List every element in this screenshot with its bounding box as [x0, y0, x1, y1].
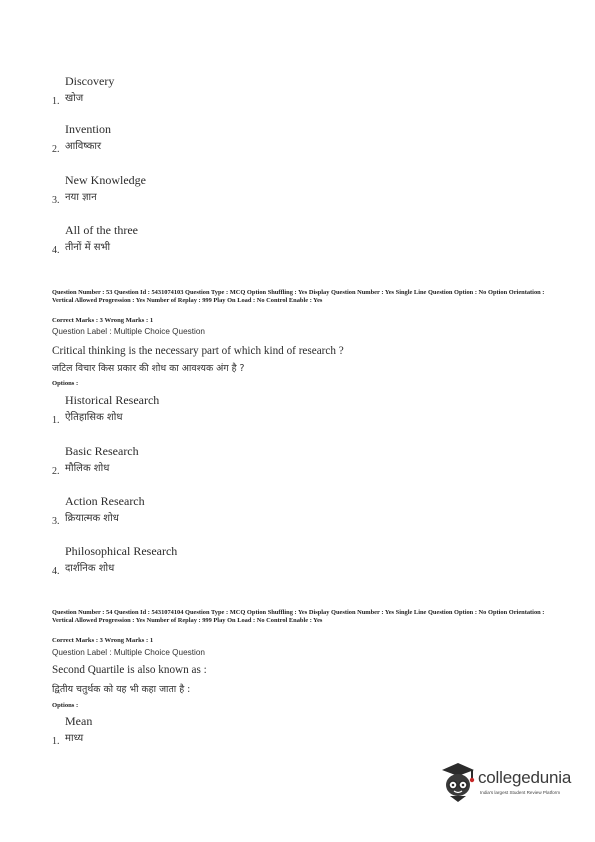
- question-53-text-en: Critical thinking is the necessary part of which kind of research ?: [52, 345, 344, 357]
- option-text-hi: नया ज्ञान: [65, 192, 97, 203]
- option-text-en: Basic Research: [65, 444, 139, 458]
- option-text-en: Mean: [65, 714, 93, 728]
- question-54-metadata: Question Number : 54 Question Id : 5431074104 Question Type : MCQ Option Shuffling : Yes Display Question Number : Yes Single Line Question Option : No Option Orientation : Vertical Allowed Progression : Yes Number of Replay : 999 Play On Load : No Control Enable : Yes: [52, 609, 545, 624]
- option-text-hi: दार्शनिक शोध: [65, 563, 115, 574]
- option-text-en: Action Research: [65, 494, 145, 508]
- question-54-text-en: Second Quartile is also known as :: [52, 664, 207, 676]
- option-text-en: Philosophical Research: [65, 544, 178, 558]
- option-number: 2.: [52, 466, 60, 477]
- option-number: 1.: [52, 736, 60, 747]
- question-54-marks: Correct Marks : 3 Wrong Marks : 1: [52, 637, 154, 644]
- logo-name: collegedunia: [478, 768, 572, 787]
- option-text-en: Discovery: [65, 74, 115, 88]
- option-text-hi: ऐतिहासिक शोध: [65, 412, 123, 423]
- option-text-hi: माध्य: [65, 733, 84, 744]
- option-text-en: Invention: [65, 122, 111, 136]
- question-54-options-label: Options :: [52, 702, 79, 709]
- option-number: 1.: [52, 96, 60, 107]
- question-53-marks: Correct Marks : 3 Wrong Marks : 1: [52, 317, 154, 324]
- question-53-options-label: Options :: [52, 380, 79, 387]
- option-number: 4.: [52, 245, 60, 256]
- option-number: 3.: [52, 195, 60, 206]
- option-text-hi: तीनों में सभी: [65, 242, 111, 253]
- question-53-metadata: Question Number : 53 Question Id : 5431074103 Question Type : MCQ Option Shuffling : Yes Display Question Number : Yes Single Line Question Option : No Option Orientation : Vertical Allowed Progression : Yes Number of Replay : 999 Play On Load : No Control Enable : Yes: [52, 289, 545, 304]
- question-54-text-hi: द्वितीय चतुर्थक को यह भी कहा जाता है :: [52, 684, 191, 695]
- option-text-en: New Knowledge: [65, 173, 146, 187]
- option-text-en: Historical Research: [65, 393, 160, 407]
- mascot-icon: [438, 760, 478, 804]
- option-text-hi: क्रियात्मक शोध: [65, 513, 119, 524]
- option-text-hi: मौलिक शोध: [65, 463, 110, 474]
- collegedunia-logo: [438, 760, 578, 804]
- option-text-en: All of the three: [65, 223, 138, 237]
- question-53-label: Question Label : Multiple Choice Question: [52, 327, 205, 336]
- option-number: 1.: [52, 415, 60, 426]
- option-number: 4.: [52, 566, 60, 577]
- option-text-hi: खोज: [65, 93, 84, 104]
- option-number: 3.: [52, 516, 60, 527]
- question-53-text-hi: जटिल विचार किस प्रकार की शोध का आवश्यक अंग है ?: [52, 363, 245, 374]
- option-text-hi: आविष्कार: [65, 141, 102, 152]
- logo-tagline: India's largest Student Review Platform: [480, 790, 561, 795]
- question-54-label: Question Label : Multiple Choice Question: [52, 648, 205, 657]
- option-number: 2.: [52, 144, 60, 155]
